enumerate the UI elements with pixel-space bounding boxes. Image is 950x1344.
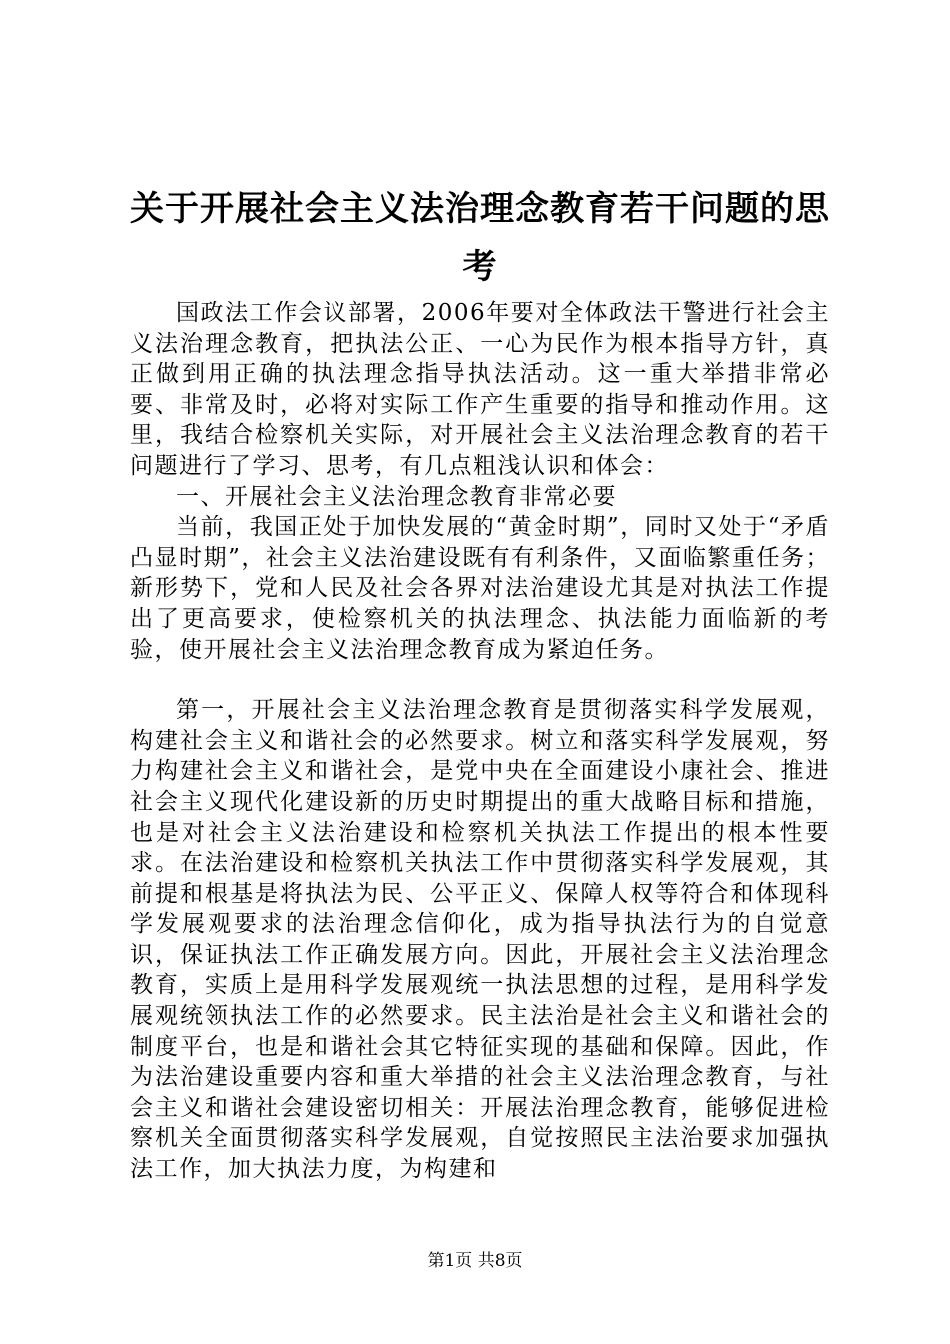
page-footer: 第1页 共8页	[427, 1251, 523, 1271]
document-page	[130, 180, 830, 1185]
paragraph-spacer	[130, 665, 830, 695]
document-body	[130, 298, 830, 1185]
first-point-paragraph: 第一，开展社会主义法治理念教育是贯彻落实科学发展观，构建社会主义和谐社会的必然要求。树立和落实科学发展观，努力构建社会主义和谐社会，是党中央在全面建设小康社会、推进社会主义现代化建设新的历史时期提出的重大战略目标和措施，也是对社会主义法治建设和检察机关执法工作提出的根本性要求。在法治建设和检察机关执法工作中贯彻落实科学发展观，其前提和根基是将执法为民、公平正义、保障人权等符合和体现科学发展观要求的法治理念信仰化，成为指导执法行为的自觉意识，保证执法工作正确发展方向。因此，开展社会主义法治理念教育，实质上是用科学发展观统一执法思想的过程，是用科学发展观统领执法工作的必然要求。民主法治是社会主义和谐社会的制度平台，也是和谐社会其它特征实现的基础和保障。因此，作为法治建设重要内容和重大举措的社会主义法治理念教育，与社会主义和谐社会建设密切相关：开展法治理念教育，能够促进检察机关全面贯彻落实科学发展观，自觉按照民主法治要求加强执法工作，加大执法力度，为构建和	[130, 697, 830, 1183]
document-title: 关于开展社会主义法治理念教育若干问题的思考	[130, 189, 830, 287]
intro-paragraph: 国政法工作会议部署，2006年要对全体政法干警进行社会主义法治理念教育，把执法公正、一心为民作为根本指导方针，真正做到用正确的执法理念指导执法活动。这一重大举措非常必要、非常及时，必将对实际工作产生重要的指导和推动作用。这里，我结合检察机关实际，对开展社会主义法治理念教育的若干问题进行了学习、思考，有几点粗浅认识和体会：	[130, 300, 830, 479]
section-heading: 一、开展社会主义法治理念教育非常必要	[176, 483, 617, 510]
context-paragraph: 当前，我国正处于加快发展的“黄金时期”，同时又处于“矛盾凸显时期”，社会主义法治建设既有有利条件，又面临繁重任务；新形势下，党和人民及社会各界对法治建设尤其是对执法工作提出了更高要求，使检察机关的执法理念、执法能力面临新的考验，使开展社会主义法治理念教育成为紧迫任务。	[130, 514, 830, 663]
